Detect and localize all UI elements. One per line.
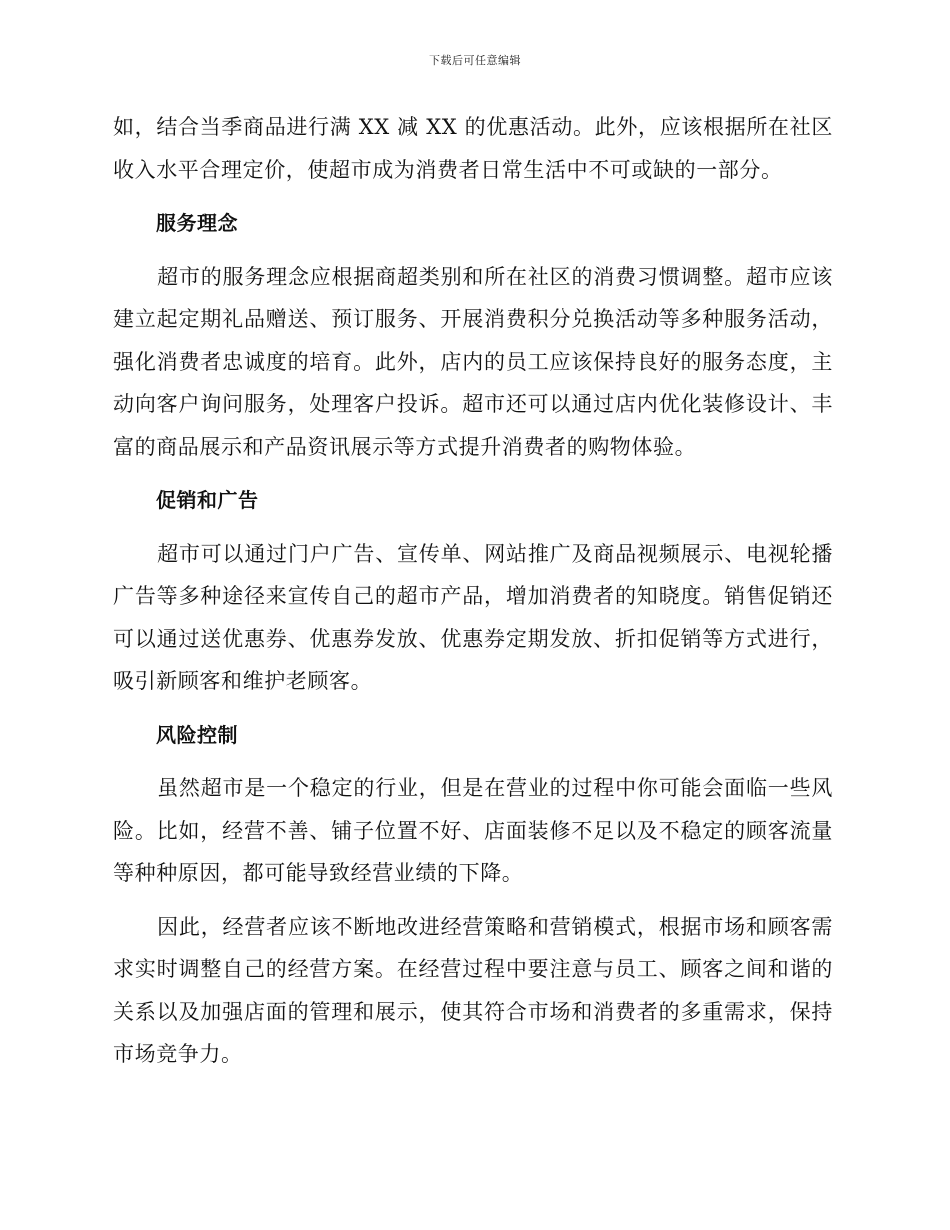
- paragraph-service: 超市的服务理念应根据商超类别和所在社区的消费习惯调整。超市应该建立起定期礼品赠送、预订服务、开展消费积分兑换活动等多种服务活动，强化消费者忠诚度的培育。此外，店内的员工应该保持良好的服务态度，主动向客户询问服务，处理客户投诉。超市还可以通过店内优化装修设计、丰富的商品展示和产品资讯展示等方式提升消费者的购物体验。: [113, 264, 833, 459]
- paragraph-promotion: 超市可以通过门户广告、宣传单、网站推广及商品视频展示、电视轮播广告等多种途径来宣传自己的超市产品，增加消费者的知晓度。销售促销还可以通过送优惠券、优惠券发放、优惠券定期发放、折扣促销等方式进行，吸引新顾客和维护老顾客。: [113, 541, 833, 693]
- paragraph-risk: 虽然超市是一个稳定的行业，但是在营业的过程中你可能会面临一些风险。比如，经营不善、铺子位置不好、店面装修不足以及不稳定的顾客流量等种种原因，都可能导致经营业绩的下降。: [113, 776, 833, 885]
- section-heading-risk: 风险控制: [156, 722, 238, 747]
- document-body: [113, 106, 833, 1076]
- page-header: 下载后可任意编辑: [429, 54, 521, 67]
- paragraph-conclusion: 因此，经营者应该不断地改进经营策略和营销模式，根据市场和顾客需求实时调整自己的经营方案。在经营过程中要注意与员工、顾客之间和谐的关系以及加强店面的管理和展示，使其符合市场和消费者的多重需求，保持市场竞争力。: [113, 914, 833, 1066]
- section-heading-promotion: 促销和广告: [156, 488, 259, 512]
- section-heading-service: 服务理念: [156, 211, 238, 235]
- paragraph-continuation: 如，结合当季商品进行满 XX 减 XX 的优惠活动。此外，应该根据所在社区收入水平合理定价，使超市成为消费者日常生活中不可或缺的一部分。: [113, 115, 833, 182]
